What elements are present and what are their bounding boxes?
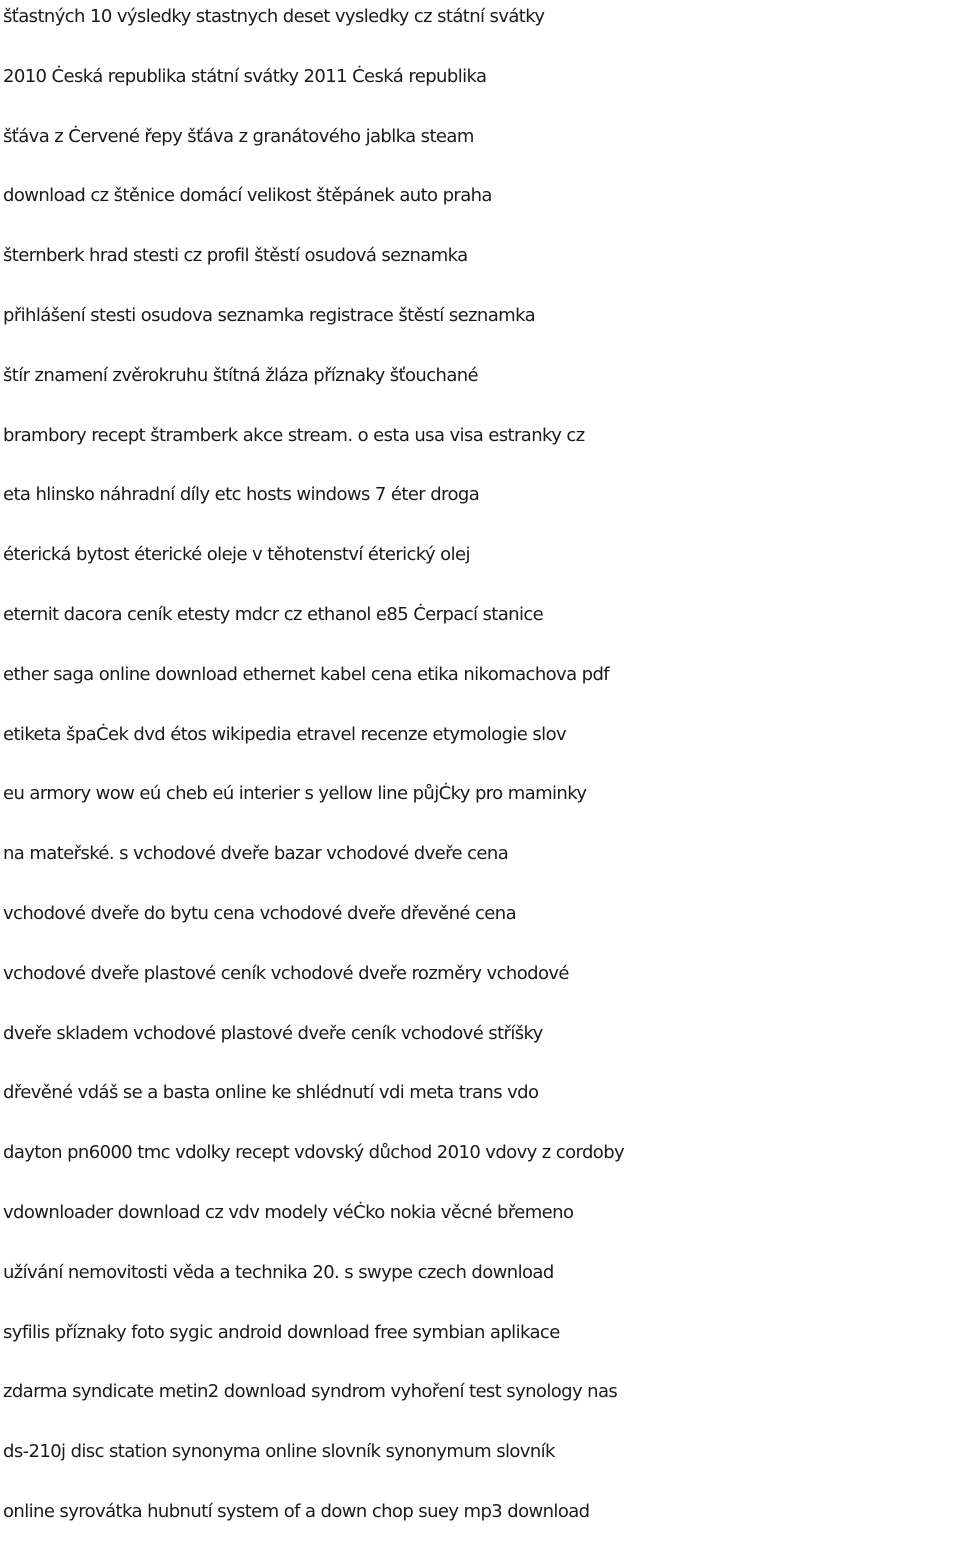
text-line: přihlášení stesti osudova seznamka registrace štěstí seznamka — [3, 304, 536, 326]
text-line: ether saga online download ethernet kabel cena etika nikomachova pdf — [3, 663, 610, 685]
text-line: vchodové dveře do bytu cena vchodové dveře dřevěné cena — [3, 902, 517, 924]
text-line: eu armory wow eú cheb eú interier s yellow line půjĊky pro maminky — [3, 783, 587, 805]
text-line: šternberk hrad stesti cz profil štěstí osudová seznamka — [3, 245, 468, 267]
text-line: vdownloader download cz vdv modely véĊko nokia věcné břemeno — [3, 1201, 574, 1223]
text-line: syfilis příznaky foto sygic android download free symbian aplikace — [3, 1321, 560, 1343]
text-line: download cz štěnice domácí velikost štěpánek auto praha — [3, 185, 492, 207]
text-line: dřevěné vdáš se a basta online ke shlédnutí vdi meta trans vdo — [3, 1082, 539, 1104]
text-line: vchodové dveře plastové ceník vchodové dveře rozměry vchodové — [3, 962, 569, 984]
text-line: štír znamení zvěrokruhu štítná žláza příznaky šťouchané — [3, 364, 479, 386]
text-line: eta hlinsko náhradní díly etc hosts windows 7 éter droga — [3, 484, 480, 506]
text-line: zdarma syndicate metin2 download syndrom vyhoření test synology nas — [3, 1381, 618, 1403]
text-body — [3, 0, 960, 1555]
text-line: dveře skladem vchodové plastové dveře ceník vchodové stříšky — [3, 1022, 543, 1044]
text-line: ds-210j disc station synonyma online slovník synonymum slovník — [3, 1441, 555, 1463]
text-line: brambory recept štramberk akce stream. o esta usa visa estranky cz — [3, 424, 585, 446]
text-line: dayton pn6000 tmc vdolky recept vdovský důchod 2010 vdovy z cordoby — [3, 1142, 625, 1164]
text-line: šťastných 10 výsledky stastnych deset vysledky cz státní svátky — [3, 6, 545, 27]
text-line: etiketa špaĊek dvd étos wikipedia etravel recenze etymologie slov — [3, 723, 567, 745]
text-line: šťáva z Ċervené řepy šťáva z granátového jablka steam — [3, 125, 474, 147]
text-line: 2010 Ċeská republika státní svátky 2011 Ċeská republika — [3, 65, 487, 87]
text-line: éterická bytost éterické oleje v těhotenství éterický olej — [3, 544, 470, 566]
text-line: online syrovátka hubnutí system of a down chop suey mp3 download — [3, 1500, 590, 1522]
text-line: na mateřské. s vchodové dveře bazar vchodové dveře cena — [3, 843, 509, 865]
text-line: eternit dacora ceník etesty mdcr cz ethanol e85 Ċerpací stanice — [3, 603, 544, 625]
text-line: užívání nemovitosti věda a technika 20. s swype czech download — [3, 1261, 554, 1283]
